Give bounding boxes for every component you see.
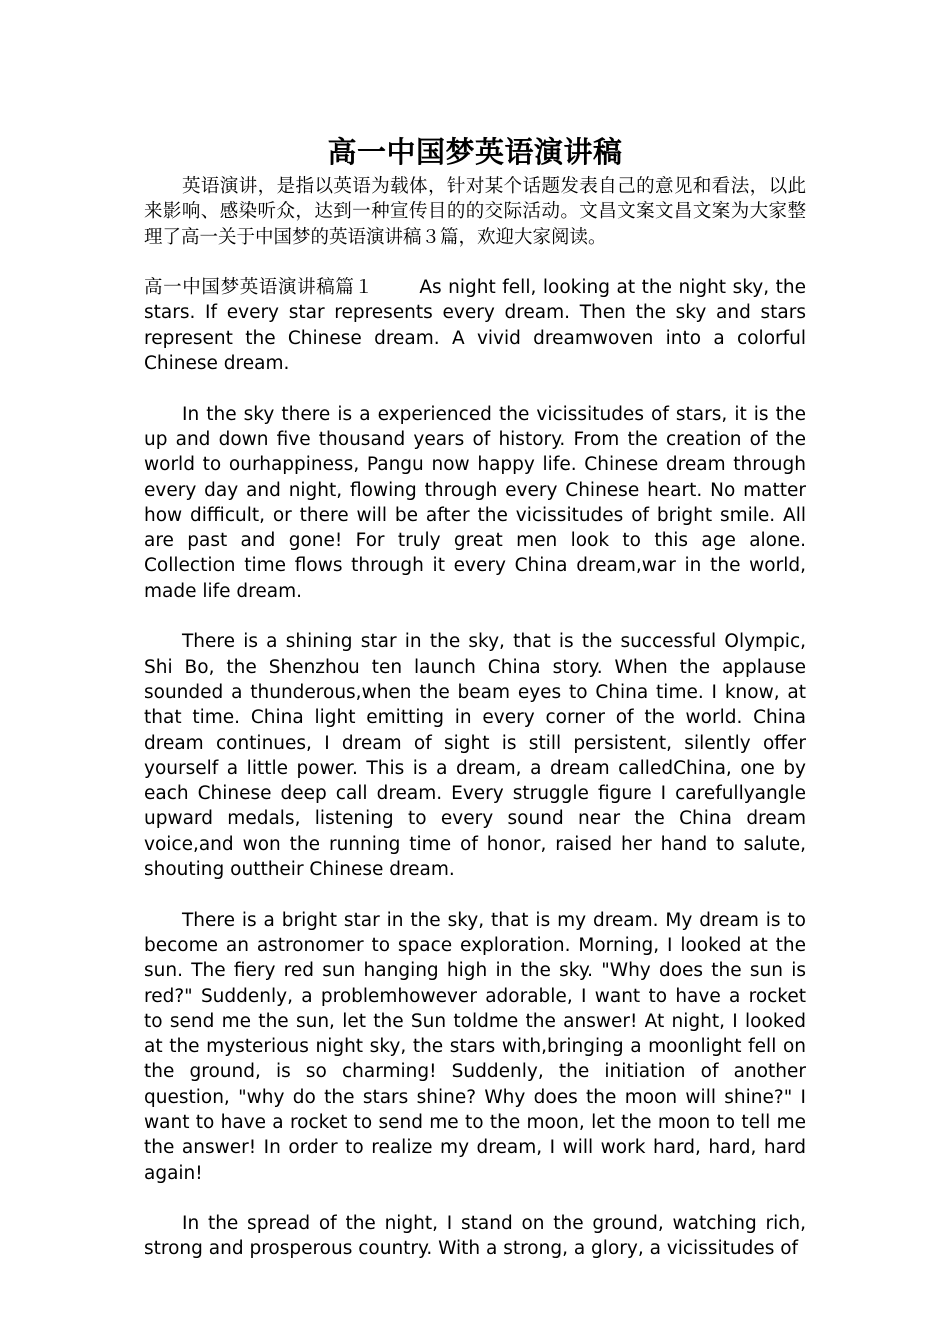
- paragraph-3: There is a shining star in the sky, that is the successful Olympic, Shi Bo, the Shenzhou ten launch China story. When the applause sounded a thunderous,when the beam eyes to China time. I know, at that time. China light emitting in every corner of the world. China dream continues, I dream of sight is still persistent, silently offer yourself a little power. This is a dream, a dream calledChina, one by each Chinese deep call dream. Every struggle figure I carefullyangle upward medals, listening to every sound near the China dream voice,and won the running time of honor, raised her hand to salute, shouting outtheir Chinese dream.: [144, 631, 806, 881]
- paragraph-text: As night fell, looking at the night sky, the stars. If every star represents every dream. Then the sky and stars represent the Chinese dream. A vivid dreamwoven into a colorful Chinese dream.: [144, 277, 806, 375]
- paragraph-4: There is a bright star in the sky, that is my dream. My dream is to become an astronomer to space exploration. Morning, I looked at the sun. The fiery red sun hanging high in the sky. "Why does the sun is red?" Suddenly, a problemhowever adorable, I want to have a rocket to send me the sun, let the Sun toldme the answer! At night, I looked at the mysterious night sky, the stars with,bringing a moonlight fell on the ground, is so charming! Suddenly, the initiation of another question, "why do the stars shine? Why does the moon will shine?" I want to have a rocket to send me to the moon, let the moon to tell me the answer! In order to realize my dream, I will work hard, hard, hard again!: [144, 909, 806, 1184]
- document-title: 高一中国梦英语演讲稿: [327, 135, 623, 169]
- paragraph-2: In the sky there is a experienced the vicissitudes of stars, it is the up and down five thousand years of history. From the creation of the world to ourhappiness, Pangu now happy life. Chinese dream through every day and night, flowing through every Chinese heart. No matter how difficult, or there will be after the vicissitudes of bright smile. All are past and gone! For truly great men look to this age alone. Collection time flows through it every China dream,war in the world, made life dream.: [144, 403, 806, 602]
- intro-paragraph: 英语演讲，是指以英语为载体，针对某个话题发表自己的意见和看法，以此来影响、感染听众，达到一种宣传目的的交际活动。文昌文案文昌文案为大家整理了高一关于中国梦的英语演讲稿３篇，欢迎大家阅读。: [144, 176, 806, 248]
- section-heading: 高一中国梦英语演讲稿篇１: [144, 277, 374, 299]
- paragraph-5: In the spread of the night, I stand on the ground, watching rich, strong and prosperous country. With a strong, a glory, a vicissitudes of: [144, 1213, 806, 1260]
- document-body: [144, 130, 806, 1262]
- section-1-first-paragraph: [144, 275, 806, 376]
